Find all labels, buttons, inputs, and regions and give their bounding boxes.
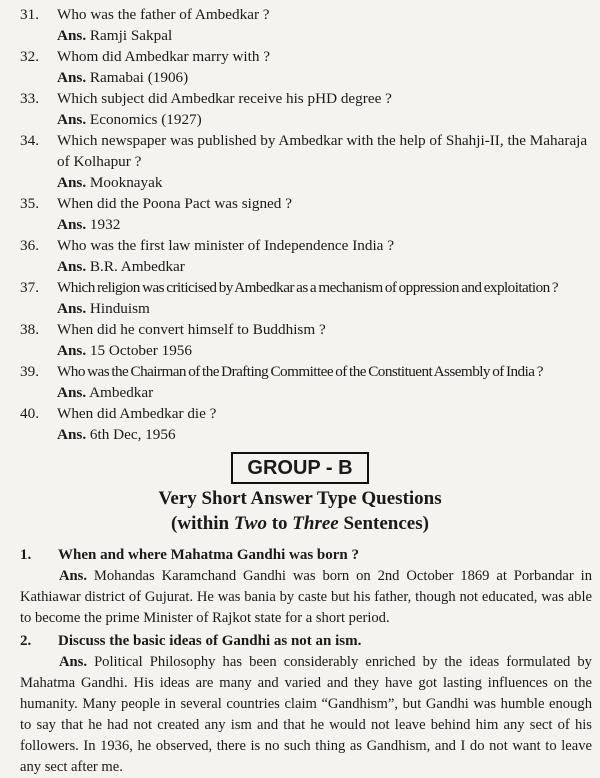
subheading-em-two: Two (233, 513, 267, 534)
group-b-question-2 (20, 631, 592, 652)
section-heading: Very Short Answer Type Questions (158, 488, 442, 509)
question-text: Discuss the basic ideas of Gandhi as not an ism. (58, 633, 362, 649)
question-text: Who was the first law minister of Independence India ? (57, 237, 394, 254)
answer-text: Ramji Sakpal (89, 27, 173, 44)
question-text: When did the Poona Pact was signed ? (57, 195, 292, 212)
question-number: 1. (20, 547, 32, 563)
subheading-post: Sentences) (338, 513, 429, 534)
question-37 (20, 277, 588, 298)
group-title-wrap (0, 452, 600, 484)
question-number: 31. (20, 6, 39, 23)
answer-label: Ans. (57, 111, 87, 128)
group-b-answer-2 (20, 652, 592, 778)
question-number: 37. (20, 279, 39, 296)
question-text: Which religion was criticised by Ambedkar as a mechanism of oppression and exploitation ? (57, 279, 559, 296)
question-number: 39. (20, 363, 39, 380)
answer-33 (20, 109, 588, 130)
question-31 (20, 4, 588, 25)
question-40 (20, 403, 588, 424)
question-35 (20, 193, 588, 214)
question-text: Who was the father of Ambedkar ? (57, 6, 270, 23)
question-32 (20, 46, 588, 67)
answer-text: 1932 (89, 216, 121, 233)
answer-text: B.R. Ambedkar (89, 258, 185, 275)
question-38 (20, 319, 588, 340)
answer-label: Ans. (57, 174, 87, 191)
answer-text: Economics (1927) (89, 111, 202, 128)
answer-text: 15 October 1956 (89, 342, 192, 359)
answer-text: 6th Dec, 1956 (89, 426, 176, 443)
answer-label: Ans. (59, 568, 87, 584)
question-34 (20, 130, 588, 172)
answer-label: Ans. (57, 426, 87, 443)
answer-label: Ans. (57, 258, 87, 275)
answer-label: Ans. (57, 384, 87, 401)
answer-text: Ambedkar (89, 384, 154, 401)
question-number: 38. (20, 321, 39, 338)
qa-list (20, 4, 588, 445)
question-text: Which subject did Ambedkar receive his pHD degree ? (57, 90, 392, 107)
answer-31 (20, 25, 588, 46)
group-b-list (20, 543, 592, 778)
answer-text: Mohandas Karamchand Gandhi was born on 2nd October 1869 at Porbandar in Kathiawar district of Gujurat. He was bania by caste but his father, though not educated, was able to become the prime Minister of Rajkot state for a short period. (20, 568, 592, 626)
question-36 (20, 235, 588, 256)
answer-label: Ans. (57, 216, 87, 233)
answer-40 (20, 424, 588, 445)
group-b-question-1 (20, 545, 592, 566)
answer-35 (20, 214, 588, 235)
question-text: Who was the Chairman of the Drafting Committee of the Constituent Assembly of India ? (57, 363, 543, 380)
answer-label: Ans. (57, 69, 87, 86)
answer-label: Ans. (57, 27, 87, 44)
answer-text: Political Philosophy has been considerably enriched by the ideas formulated by Mahatma Gandhi. His ideas are many and varied and they have got lasting influences on the humanity. Many people in several countries claim “Gandhism”, but Gandhi was humble enough to say that he had not created any ism and that he would not leave behind him any sect of his followers. In 1936, he observed, there is no such thing as Gandhism, and I do not want to leave any sect after me. (20, 654, 592, 775)
question-number: 2. (20, 633, 32, 649)
question-text: When and where Mahatma Gandhi was born ? (58, 547, 360, 563)
answer-label: Ans. (59, 654, 87, 670)
answer-label: Ans. (57, 342, 87, 359)
question-number: 34. (20, 132, 39, 149)
group-title: GROUP - B (231, 452, 368, 484)
section-subheading (0, 512, 600, 536)
answer-text: Ramabai (1906) (89, 69, 189, 86)
question-text: When did he convert himself to Buddhism ? (57, 321, 326, 338)
question-number: 36. (20, 237, 39, 254)
answer-38 (20, 340, 588, 361)
answer-text: Hinduism (89, 300, 150, 317)
answer-32 (20, 67, 588, 88)
answer-text: Mooknayak (89, 174, 163, 191)
question-33 (20, 88, 588, 109)
question-text: Whom did Ambedkar marry with ? (57, 48, 270, 65)
subheading-pre: (within (171, 513, 234, 534)
question-number: 32. (20, 48, 39, 65)
answer-label: Ans. (57, 300, 87, 317)
question-39 (20, 361, 588, 382)
question-text: When did Ambedkar die ? (57, 405, 217, 422)
group-b-answer-1 (20, 566, 592, 629)
answer-34 (20, 172, 588, 193)
question-number: 40. (20, 405, 39, 422)
subheading-em-three: Three (292, 513, 339, 534)
answer-39 (20, 382, 588, 403)
question-number: 35. (20, 195, 39, 212)
answer-37 (20, 298, 588, 319)
question-number: 33. (20, 90, 39, 107)
subheading-mid: to (266, 513, 293, 534)
answer-36 (20, 256, 588, 277)
question-text: Which newspaper was published by Ambedkar with the help of Shahji-II, the Maharaja of Kolhapur ? (57, 132, 588, 170)
